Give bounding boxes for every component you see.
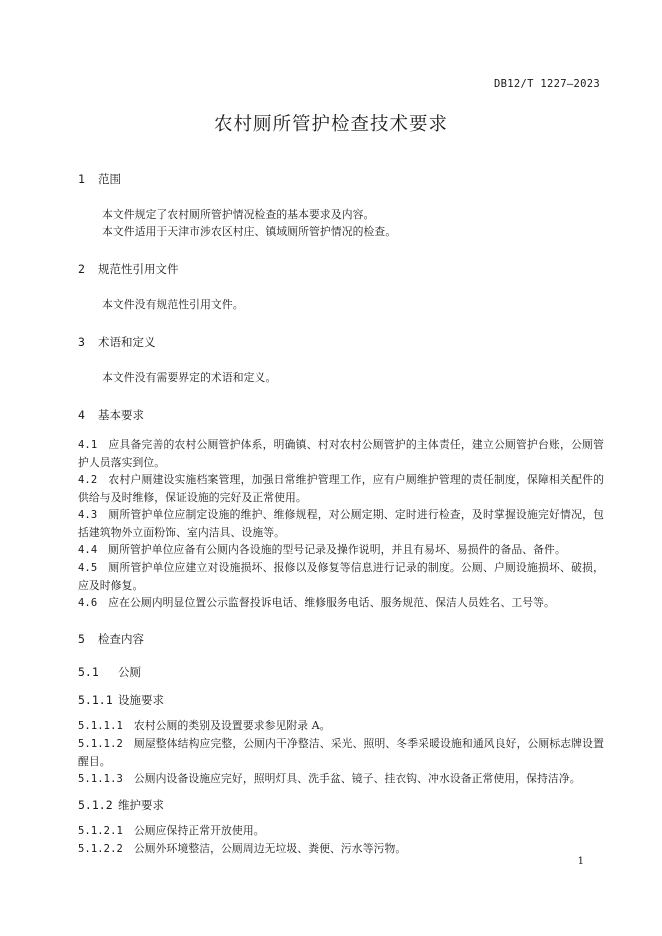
section-5-1-2-heading — [78, 798, 604, 812]
section-2-heading — [78, 262, 604, 276]
paragraph: 本文件没有规范性引用文件。 — [102, 298, 244, 311]
clause-text: 农村公厕的类别及设置要求参见附录 A。 — [133, 719, 331, 732]
section-number: 2 — [78, 262, 85, 276]
section-number: 1 — [78, 172, 85, 186]
page-number: 1 — [577, 856, 584, 867]
clause-text: 公厕应保持正常开放使用。 — [133, 824, 265, 837]
section-5-1-1-heading — [78, 693, 604, 707]
section-title: 维护要求 — [118, 798, 164, 812]
section-number: 5.1 — [78, 665, 99, 679]
clause-text: 应具备完善的农村公厕管护体系，明确镇、村对农村公厕管护的主体责任，建立公厕管护台账，公厕管护人员落实到位。 — [78, 438, 604, 469]
clause-number: 5.1.2.2 — [78, 843, 123, 855]
clause-text: 厕所管护单位应备有公厕内各设施的型号记录及操作说明，并且有易坏、易损件的备品、备件。 — [108, 543, 566, 556]
section-title: 范围 — [98, 172, 121, 186]
clause-4-1 — [78, 436, 604, 471]
paragraph: 本文件适用于天津市涉农区村庄、镇域厕所管护情况的检查。 — [102, 225, 397, 238]
clause-text: 应在公厕内明显位置公示监督投诉电话、维修服务电话、服务规范、保洁人员姓名、工号等。 — [108, 596, 555, 609]
clause-4-2 — [78, 471, 604, 506]
clause-number: 5.1.1.1 — [78, 720, 123, 732]
clause-text: 公厕内设备设施应完好，照明灯具、洗手盆、镜子、挂衣钩、冲水设备正常使用，保持洁净。 — [133, 772, 581, 785]
section-5-heading — [78, 632, 604, 646]
clause-5-1-2-2 — [78, 840, 604, 858]
clause-5-1-2-1 — [78, 822, 604, 840]
section-4-heading — [78, 408, 604, 422]
clause-5-1-1-3 — [78, 770, 604, 788]
clause-text: 厕所管护单位应制定设施的维护、维修规程，对公厕定期、定时进行检查，及时掌握设施完好情况，包括建筑物外立面粉饰、室内洁具、设施等。 — [78, 508, 604, 539]
clause-number: 5.1.1.2 — [78, 738, 123, 750]
section-3-heading — [78, 335, 604, 349]
section-number: 5.1.2 — [78, 798, 113, 812]
section-1-heading — [78, 172, 604, 186]
section-number: 5 — [78, 632, 85, 646]
section-title: 术语和定义 — [98, 335, 156, 349]
document-title: 农村厕所管护检查技术要求 — [213, 114, 448, 135]
clause-number: 4.2 — [78, 474, 98, 486]
section-title: 设施要求 — [118, 693, 164, 707]
section-title: 检查内容 — [98, 632, 144, 646]
section-title: 公厕 — [118, 665, 141, 679]
paragraph: 本文件规定了农村厕所管护情况检查的基本要求及内容。 — [102, 208, 375, 221]
clause-5-1-1-2 — [78, 735, 604, 770]
standard-code: DB12/T 1227—2023 — [494, 78, 600, 90]
clause-4-3 — [78, 506, 604, 541]
section-title: 基本要求 — [98, 408, 144, 422]
clause-text: 公厕外环境整洁，公厕周边无垃圾、粪便、污水等污物。 — [133, 842, 407, 855]
clause-text: 农村户厕建设实施档案管理，加强日常维护管理工作，应有户厕维护管理的责任制度，保障相关配件的供给与及时维修，保证设施的完好及正常使用。 — [78, 473, 604, 504]
section-number: 5.1.1 — [78, 693, 113, 707]
section-number: 4 — [78, 408, 85, 422]
clause-text: 厕所管护单位应建立对设施损坏、报修以及修复等信息进行记录的制度。公厕、户厕设施损坏、破损，应及时修复。 — [78, 561, 604, 592]
section-title: 规范性引用文件 — [98, 262, 179, 276]
clause-number: 5.1.2.1 — [78, 825, 123, 837]
clause-5-1-1-1 — [78, 717, 604, 735]
clause-number: 5.1.1.3 — [78, 773, 123, 785]
document-body — [78, 172, 604, 858]
clause-number: 4.5 — [78, 562, 98, 574]
clause-4-4 — [78, 541, 604, 559]
clause-number: 4.1 — [78, 439, 98, 451]
section-5-1-heading — [78, 665, 604, 679]
clause-number: 4.6 — [78, 597, 98, 609]
clause-4-5 — [78, 559, 604, 594]
section-number: 3 — [78, 335, 85, 349]
clause-4-6 — [78, 594, 604, 612]
clause-number: 4.4 — [78, 544, 98, 556]
clause-text: 厕屋整体结构应完整，公厕内干净整洁、采光、照明、冬季采暖设施和通风良好，公厕标志牌设置醒目。 — [78, 737, 604, 768]
clause-number: 4.3 — [78, 509, 98, 521]
paragraph: 本文件没有需要界定的术语和定义。 — [102, 371, 277, 384]
